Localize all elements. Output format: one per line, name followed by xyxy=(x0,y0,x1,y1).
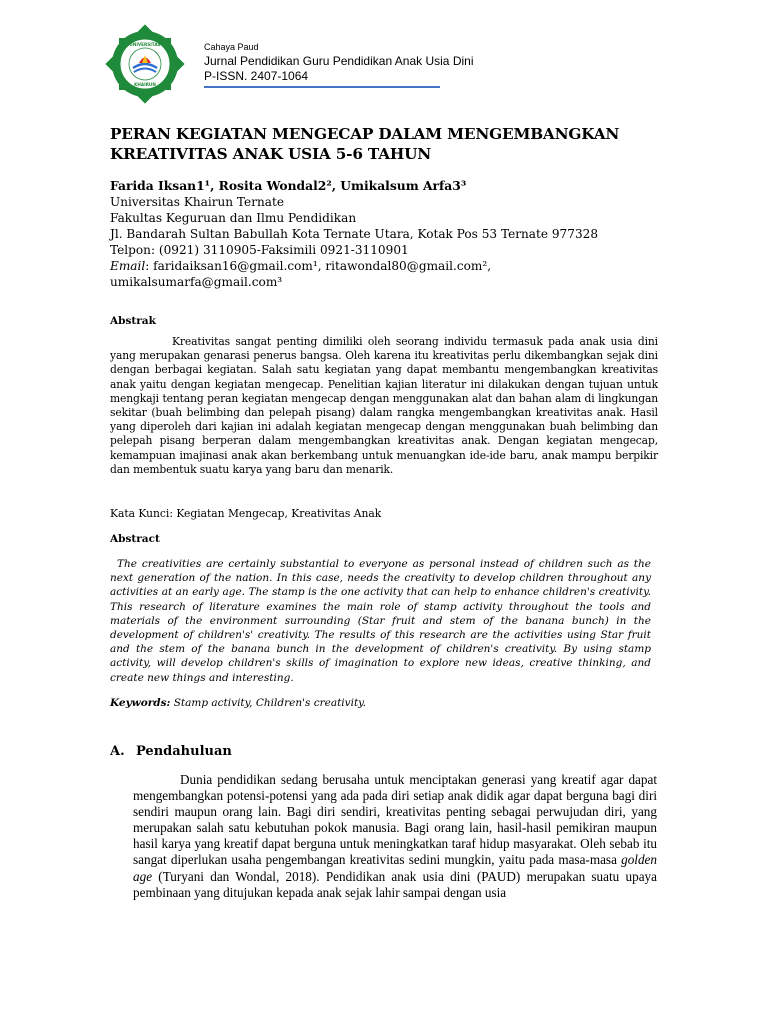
abstract-heading: Abstract xyxy=(110,533,160,545)
email-label: Email xyxy=(110,259,146,273)
author-email-line xyxy=(110,258,670,274)
author-faculty: Fakultas Keguruan dan Ilmu Pendidikan xyxy=(110,211,357,225)
author-address: Jl. Bandarah Sultan Babullah Kota Ternate Utara, Kotak Pos 53 Ternate 977328 xyxy=(110,227,599,241)
section-title: Pendahuluan xyxy=(136,744,232,759)
abstrak-heading: Abstrak xyxy=(110,315,156,327)
author-names: Farida Iksan1¹, Rosita Wondal2², Umikalsum Arfa3³ xyxy=(110,178,467,193)
intro-text-emphasis: golden age xyxy=(133,852,657,884)
paper-title: PERAN KEGIATAN MENGECAP DALAM MENGEMBANGKAN KREATIVITAS ANAK USIA 5-6 TAHUN xyxy=(110,125,620,163)
intro-paragraph xyxy=(133,772,657,901)
abstract-keywords-line xyxy=(110,697,366,709)
journal-name: Jurnal Pendidikan Guru Pendidikan Anak Usia Dini xyxy=(204,54,474,68)
author-email-line-2: umikalsumarfa@gmail.com³ xyxy=(110,275,283,289)
abstract-keywords-label: Keywords: xyxy=(110,697,171,709)
section-heading-pendahuluan xyxy=(110,744,232,759)
abstrak-keywords: Kata Kunci: Kegiatan Mengecap, Kreativitas Anak xyxy=(110,507,382,520)
author-university: Universitas Khairun Ternate xyxy=(110,195,285,209)
abstrak-text: Kreativitas sangat penting dimiliki oleh seorang individu termasuk pada anak usia dini yang merupakan genarasi penerus bangsa. Oleh karena itu kreativitas perlu dikembangkan sejak dini dengan berbagai kegiatan. Salah satu kegiatan yang dapat membantu mengembangkan kreativitas anak yaitu dengan kegiatan mengecap. Penelitian kajian literatur ini dilakukan dengan tujuan untuk mengkaji tentang peran kegiatan mengecap dengan menggunakan alat dan bahan alam di lingkungan sekitar (buah belimbing dan pelepah pisang) dalam rangka mengembangkan kreativitas anak. Hasil yang diperoleh dari kajian ini adalah kegiatan mengecap dengan menggunakan buah belimbing dan pelepah pisang berperan dalam mengembangkan kreativitas anak. Dengan kegiatan mengecap, kemampuan imajinasi anak akan berkembang untuk menuangkan ide-ide baru, anak mampu berpikir dan membentuk suatu karya yang baru dan menarik. xyxy=(110,335,658,476)
email-addresses: : faridaiksan16@gmail.com¹, ritawondal80@gmail.com², xyxy=(145,259,492,273)
intro-text-part-2: (Turyani dan Wondal, 2018). Pendidikan anak usia dini (PAUD) merupakan suatu upaya pembinaan yang ditujukan kepada anak sejak lahir sampai dengan usia xyxy=(133,868,657,900)
abstract-text: The creativities are certainly substantial to everyone as personal instead of children such as the next generation of the nation. In this case, needs the creativity to develop children throughout any activities at an early age. The stamp is the one activity that can help to enhance children's creativity. This research of literature examines the main role of stamp activity throughout the tools and materials of the environment surrounding (Star fruit and stem of the banana bunch) in the development of children's' creativity. The results of this research are the activities using Star fruit and the stem of the banana bunch in the development of children's creativity. By using stamp activity, will develop children's skills of imagination to explore new ideas, creative thinking, and create new things and interesting. xyxy=(110,558,651,684)
university-seal-icon xyxy=(103,22,187,106)
logo-text-top: UNIVERSITAS xyxy=(129,42,161,47)
abstract-keywords: Stamp activity, Children's creativity. xyxy=(170,697,367,709)
logo-text-bottom: KHAIRUN xyxy=(134,82,156,87)
section-number: A. xyxy=(110,744,125,759)
author-phone: Telpon: (0921) 3110905-Faksimili 0921-3110901 xyxy=(110,243,409,257)
intro-text-part-1: Dunia pendidikan sedang berusaha untuk menciptakan generasi yang kreatif agar dapat mengembangkan potensi-potensi yang ada pada diri setiap anak didik agar dapat berguna bagi diri sendiri maupun orang lain. Bagi diri sendiri, kreativitas penting sebagai perwujudan diri, yang merupakan salah satu kebutuhan pokok manusia. Bagi orang lain, hasil-hasil pemikiran maupun hasil karya yang kreatif dapat berguna untuk meningkatkan taraf hidup masyarakat. Oleh sebab itu sangat diperlukan usaha pengembangan kreativitas sedini mungkin, yaitu pada masa-masa xyxy=(133,772,657,868)
journal-short-name: Cahaya Paud xyxy=(204,42,259,52)
header-rule xyxy=(204,86,440,88)
journal-issn: P-ISSN. 2407-1064 xyxy=(204,69,309,83)
